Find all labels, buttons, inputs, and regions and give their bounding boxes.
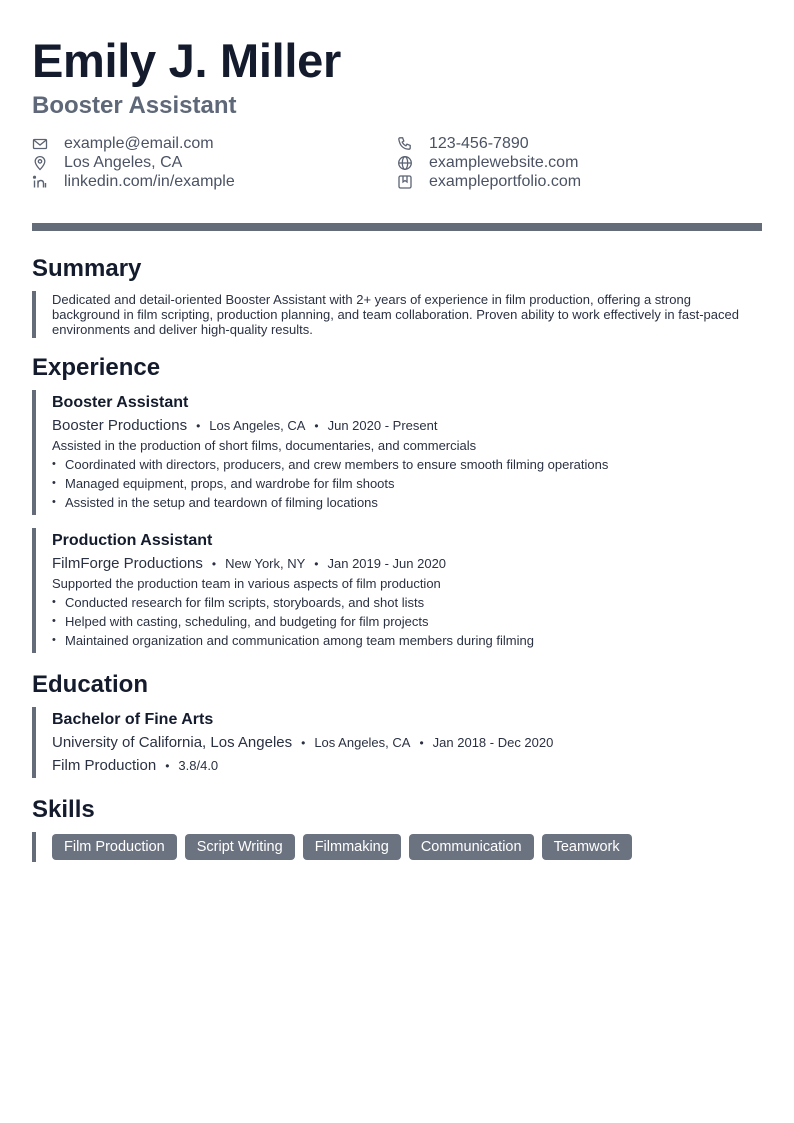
education-field-meta (52, 756, 762, 776)
separator-dot: • (211, 557, 217, 571)
globe-icon (397, 155, 413, 171)
school-location: Los Angeles, CA (314, 735, 411, 750)
summary-text: Dedicated and detail-oriented Booster Assistant with 2+ years of experience in film production, offering a strong background in film scripting, production planning, and team collaboration. Proven ability to work effectively in fast-paced environments and deliver high-quality results. (52, 292, 739, 337)
degree: Bachelor of Fine Arts (52, 711, 214, 728)
contact-info (32, 134, 762, 191)
skills-list (32, 832, 762, 862)
list-item: • Assisted in the setup and teardown of filming locations (52, 493, 762, 512)
experience-section (32, 354, 762, 653)
list-item: • Helped with casting, scheduling, and budgeting for film projects (52, 612, 762, 631)
separator-dot: • (165, 759, 170, 773)
job-dates: Jun 2020 - Present (327, 418, 438, 433)
education-entry (32, 707, 762, 778)
phone-icon (397, 136, 413, 152)
job-title: Booster Assistant (32, 92, 237, 119)
map-pin-icon (32, 155, 48, 171)
education-dates: Jan 2018 - Dec 2020 (432, 735, 554, 750)
separator-dot: • (314, 419, 319, 433)
field-of-study: Film Production (52, 757, 157, 774)
job-description: Assisted in the production of short films, documentaries, and commercials (52, 438, 477, 453)
location-text: Los Angeles, CA (64, 153, 183, 171)
school-name: University of California, Los Angeles (52, 734, 293, 751)
job-description: Supported the production team in various aspects of film production (52, 576, 441, 591)
email-text[interactable]: example@email.com (64, 134, 214, 152)
contact-portfolio[interactable] (397, 172, 762, 191)
separator-dot: • (419, 736, 424, 750)
experience-heading: Experience (32, 354, 161, 381)
job-position: Booster Assistant (52, 394, 189, 411)
contact-website[interactable] (397, 153, 762, 172)
job-meta (52, 554, 762, 574)
summary-heading: Summary (32, 255, 142, 282)
linkedin-text[interactable]: linkedin.com/in/example (64, 172, 235, 190)
gpa: 3.8/4.0 (178, 758, 219, 773)
job-position: Production Assistant (52, 532, 213, 549)
summary-section (32, 255, 762, 338)
job-meta (52, 416, 762, 436)
separator-dot: • (301, 736, 306, 750)
phone-text[interactable]: 123-456-7890 (429, 134, 529, 152)
list-item: • Managed equipment, props, and wardrobe for film shoots (52, 474, 762, 493)
candidate-name: Emily J. Miller (32, 34, 341, 87)
separator-dot: • (196, 419, 201, 433)
education-section (32, 671, 762, 778)
job-location: New York, NY (225, 556, 306, 571)
skills-section (32, 796, 762, 862)
skills-heading: Skills (32, 796, 95, 823)
contact-linkedin[interactable] (32, 172, 397, 191)
portfolio-icon (397, 174, 413, 190)
list-item: • Coordinated with directors, producers, and crew members to ensure smooth filming operations (52, 455, 762, 474)
contact-email[interactable] (32, 134, 397, 153)
skill-chip: Teamwork (542, 834, 632, 860)
skill-chip: Filmmaking (303, 834, 401, 860)
contact-phone[interactable] (397, 134, 762, 153)
list-item: • Maintained organization and communication among team members during filming (52, 631, 762, 650)
job-bullets (52, 455, 762, 512)
education-heading: Education (32, 671, 149, 698)
portfolio-text[interactable]: exampleportfolio.com (429, 172, 582, 190)
separator-dot: • (314, 557, 319, 571)
list-item: • Conducted research for film scripts, storyboards, and shot lists (52, 593, 762, 612)
website-text[interactable]: examplewebsite.com (429, 153, 579, 171)
skill-chip: Film Production (52, 834, 177, 860)
skill-chip: Script Writing (185, 834, 295, 860)
linkedin-icon (32, 174, 48, 190)
summary-block (32, 291, 762, 338)
job-company: FilmForge Productions (52, 555, 203, 572)
job-company: Booster Productions (52, 417, 188, 434)
job-bullets (52, 593, 762, 650)
header-divider (32, 223, 762, 231)
skill-chip: Communication (409, 834, 534, 860)
job-entry (32, 390, 762, 515)
job-entry (32, 528, 762, 653)
job-dates: Jan 2019 - Jun 2020 (327, 556, 447, 571)
contact-location (32, 153, 397, 172)
education-meta (52, 733, 762, 753)
job-location: Los Angeles, CA (209, 418, 306, 433)
mail-icon (32, 136, 48, 152)
